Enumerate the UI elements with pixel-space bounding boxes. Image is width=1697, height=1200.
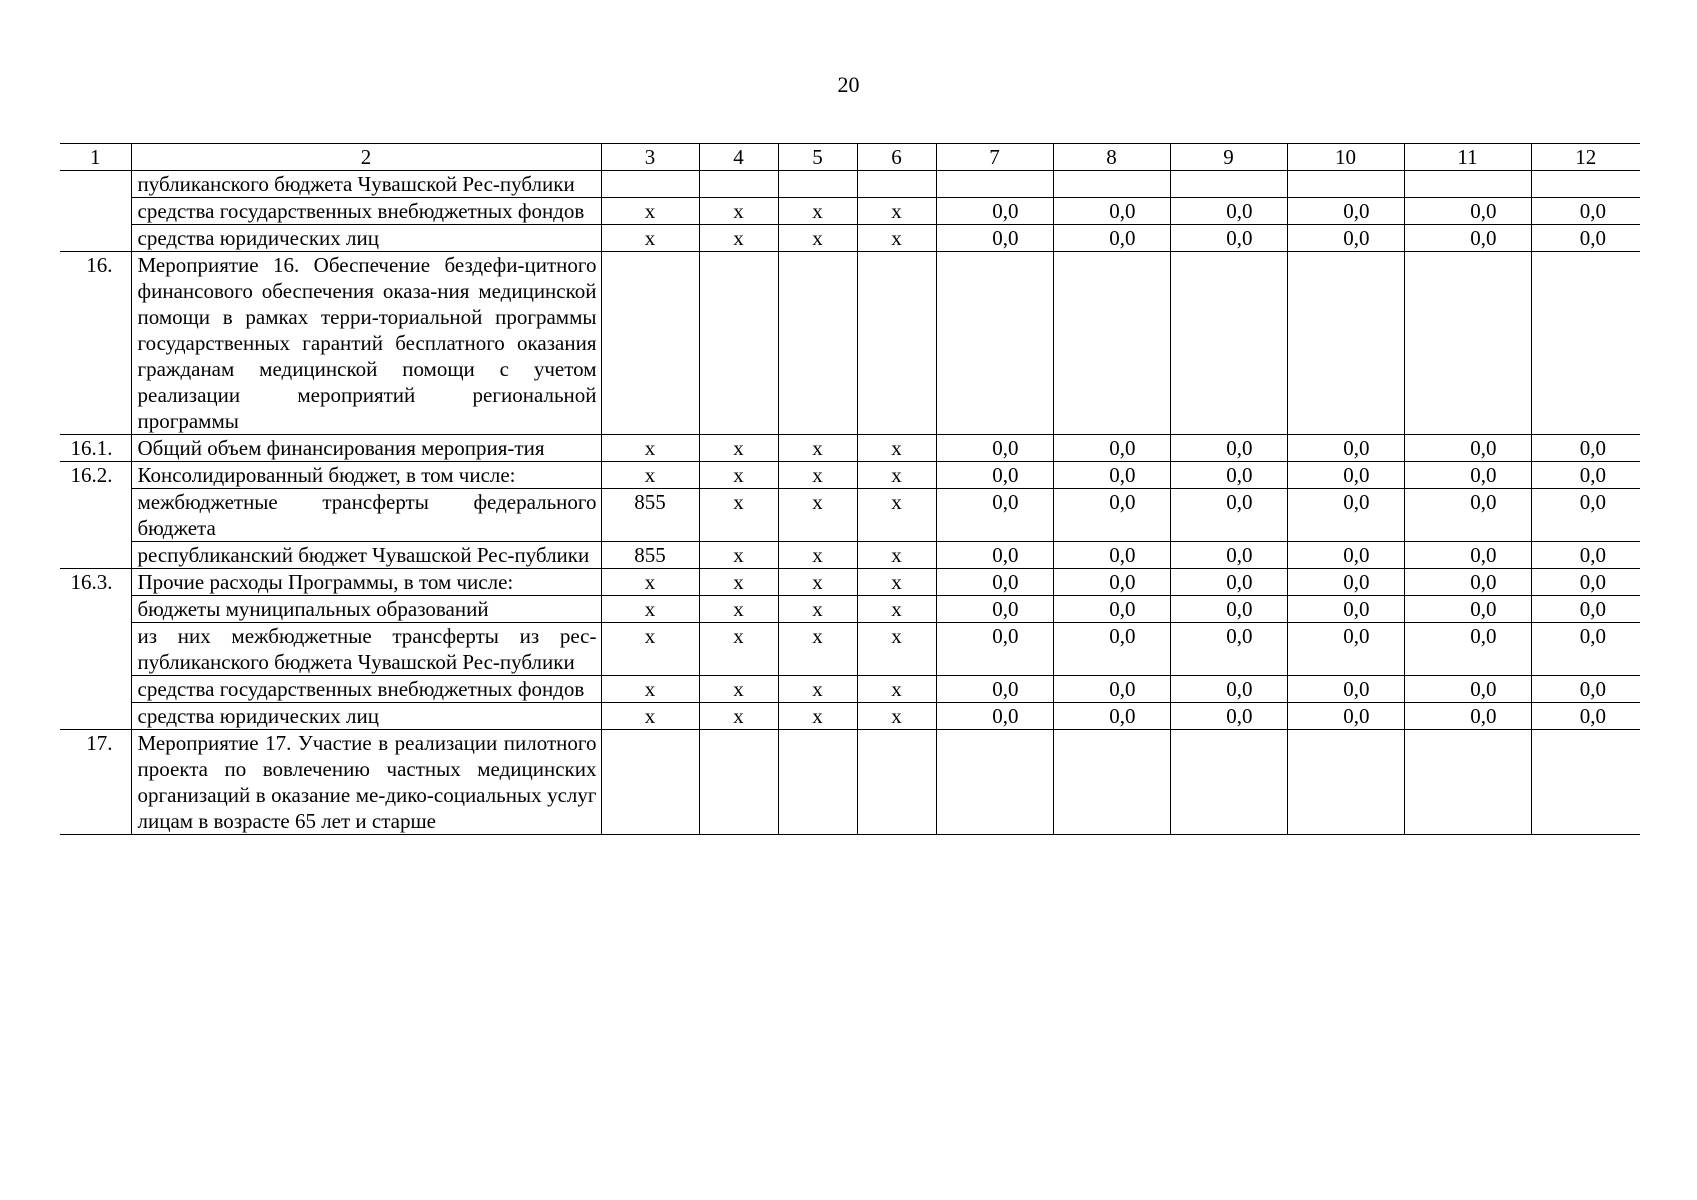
header-cell: 8 [1053,144,1170,171]
value-cell: 0,0 [1404,623,1531,676]
value-cell: 0,0 [1170,462,1287,489]
row-description: Консолидированный бюджет, в том числе: [131,462,601,489]
code-cell-c6 [857,730,936,835]
value-cell: 0,0 [1287,703,1404,730]
value-cell: 0,0 [1053,676,1170,703]
value-cell: 0,0 [1531,225,1640,252]
value-cell: 0,0 [1053,569,1170,596]
code-cell-c4: x [699,623,778,676]
row-number [60,623,131,676]
code-cell-c6: x [857,542,936,569]
code-cell-c3 [601,252,699,435]
header-cell: 3 [601,144,699,171]
row-number [60,198,131,225]
row-number [60,676,131,703]
value-cell: 0,0 [1170,623,1287,676]
row-description: из них межбюджетные трансферты из рес-публиканского бюджета Чувашской Рес-публики [131,623,601,676]
value-cell [1287,730,1404,835]
code-cell-c6 [857,171,936,198]
value-cell: 0,0 [1404,596,1531,623]
row-number: 16.2. [60,462,131,489]
value-cell: 0,0 [936,225,1053,252]
value-cell: 0,0 [936,542,1053,569]
row-description: средства юридических лиц [131,225,601,252]
value-cell: 0,0 [1531,569,1640,596]
code-cell-c3: x [601,435,699,462]
table-row [60,225,1640,252]
row-number [60,171,131,198]
table-row [60,252,1640,435]
code-cell-c4 [699,252,778,435]
value-cell: 0,0 [1531,489,1640,542]
row-number: 16.3. [60,569,131,596]
value-cell: 0,0 [1404,225,1531,252]
value-cell [1287,171,1404,198]
code-cell-c4: x [699,435,778,462]
table-row [60,730,1640,835]
value-cell [1170,730,1287,835]
code-cell-c5: x [778,542,857,569]
code-cell-c6: x [857,435,936,462]
header-cell: 4 [699,144,778,171]
code-cell-c4 [699,730,778,835]
value-cell: 0,0 [1287,198,1404,225]
value-cell [936,252,1053,435]
value-cell: 0,0 [1404,542,1531,569]
value-cell: 0,0 [1287,489,1404,542]
row-description: Мероприятие 16. Обеспечение бездефи-цитного финансового обеспечения оказа-ния медицинской помощи в рамках терри-ториальной программы государственных гарантий бесплатного оказания гражданам медицинской помощи с учетом реализации мероприятий региональной программы [131,252,601,435]
value-cell: 0,0 [1053,435,1170,462]
code-cell-c3 [601,730,699,835]
row-description: Мероприятие 17. Участие в реализации пилотного проекта по вовлечению частных медицинских организаций в оказание ме-дико-социальных услуг лицам в возрасте 65 лет и старше [131,730,601,835]
header-cell: 12 [1531,144,1640,171]
row-description: средства государственных внебюджетных фондов [131,676,601,703]
value-cell: 0,0 [1170,596,1287,623]
value-cell [1170,171,1287,198]
code-cell-c5: x [778,435,857,462]
code-cell-c4 [699,171,778,198]
code-cell-c6: x [857,596,936,623]
row-description: средства юридических лиц [131,703,601,730]
page-number: 20 [837,72,860,97]
code-cell-c3: x [601,462,699,489]
code-cell-c4: x [699,596,778,623]
value-cell: 0,0 [1170,703,1287,730]
row-number [60,596,131,623]
code-cell-c5 [778,171,857,198]
code-cell-c6: x [857,676,936,703]
value-cell: 0,0 [936,569,1053,596]
value-cell [1053,252,1170,435]
row-description: Общий объем финансирования мероприя-тия [131,435,601,462]
code-cell-c6: x [857,569,936,596]
value-cell: 0,0 [1404,462,1531,489]
code-cell-c6 [857,252,936,435]
code-cell-c3: x [601,623,699,676]
value-cell: 0,0 [936,435,1053,462]
value-cell: 0,0 [1053,623,1170,676]
code-cell-c5: x [778,489,857,542]
table-row [60,171,1640,198]
value-cell: 0,0 [1531,542,1640,569]
table-row [60,542,1640,569]
table-row [60,198,1640,225]
value-cell [1531,171,1640,198]
value-cell: 0,0 [936,676,1053,703]
value-cell: 0,0 [1287,542,1404,569]
code-cell-c4: x [699,542,778,569]
code-cell-c3: x [601,198,699,225]
value-cell: 0,0 [1287,225,1404,252]
row-description: публиканского бюджета Чувашской Рес-публики [131,171,601,198]
row-number: 16. [60,252,131,435]
value-cell [1404,171,1531,198]
value-cell: 0,0 [1531,435,1640,462]
code-cell-c6: x [857,489,936,542]
table-row [60,435,1640,462]
value-cell [1531,252,1640,435]
header-cell: 10 [1287,144,1404,171]
header-row [60,144,1640,171]
value-cell: 0,0 [1287,569,1404,596]
header-cell: 7 [936,144,1053,171]
table-row [60,596,1640,623]
code-cell-c3: 855 [601,489,699,542]
code-cell-c4: x [699,703,778,730]
code-cell-c3: x [601,569,699,596]
value-cell: 0,0 [1053,489,1170,542]
row-description: межбюджетные трансферты федерального бюджета [131,489,601,542]
value-cell: 0,0 [1053,198,1170,225]
value-cell: 0,0 [1404,676,1531,703]
header-cell: 9 [1170,144,1287,171]
header-cell: 2 [131,144,601,171]
code-cell-c5 [778,730,857,835]
budget-table [60,143,1640,835]
row-number [60,703,131,730]
value-cell: 0,0 [1287,596,1404,623]
value-cell: 0,0 [1053,542,1170,569]
value-cell: 0,0 [936,596,1053,623]
code-cell-c6: x [857,623,936,676]
code-cell-c3: x [601,596,699,623]
row-number: 17. [60,730,131,835]
code-cell-c5: x [778,703,857,730]
value-cell: 0,0 [1404,489,1531,542]
code-cell-c5: x [778,596,857,623]
value-cell: 0,0 [1531,703,1640,730]
value-cell: 0,0 [1404,435,1531,462]
value-cell: 0,0 [1531,462,1640,489]
code-cell-c4: x [699,462,778,489]
row-number [60,489,131,542]
value-cell [1053,730,1170,835]
value-cell [1531,730,1640,835]
header-cell: 1 [60,144,131,171]
code-cell-c6: x [857,198,936,225]
code-cell-c5 [778,252,857,435]
code-cell-c3: x [601,225,699,252]
value-cell: 0,0 [1053,462,1170,489]
value-cell [936,730,1053,835]
row-number: 16.1. [60,435,131,462]
code-cell-c5: x [778,225,857,252]
value-cell [1404,252,1531,435]
value-cell: 0,0 [936,623,1053,676]
code-cell-c5: x [778,676,857,703]
value-cell: 0,0 [1170,542,1287,569]
code-cell-c3 [601,171,699,198]
value-cell: 0,0 [1404,569,1531,596]
code-cell-c3: 855 [601,542,699,569]
value-cell [1404,730,1531,835]
value-cell: 0,0 [1287,676,1404,703]
value-cell: 0,0 [1053,703,1170,730]
value-cell: 0,0 [1170,569,1287,596]
code-cell-c5: x [778,462,857,489]
table-row [60,462,1640,489]
row-number [60,542,131,569]
row-description: средства государственных внебюджетных фондов [131,198,601,225]
value-cell: 0,0 [936,198,1053,225]
code-cell-c4: x [699,225,778,252]
value-cell: 0,0 [1404,703,1531,730]
code-cell-c5: x [778,198,857,225]
value-cell [1053,171,1170,198]
value-cell: 0,0 [1531,198,1640,225]
value-cell: 0,0 [1287,623,1404,676]
row-number [60,225,131,252]
value-cell: 0,0 [1287,435,1404,462]
code-cell-c4: x [699,198,778,225]
code-cell-c4: x [699,569,778,596]
value-cell: 0,0 [1053,596,1170,623]
code-cell-c5: x [778,569,857,596]
table-row [60,489,1640,542]
value-cell: 0,0 [1531,596,1640,623]
value-cell: 0,0 [1170,489,1287,542]
table-row [60,623,1640,676]
header-cell: 5 [778,144,857,171]
value-cell [1170,252,1287,435]
code-cell-c4: x [699,489,778,542]
row-description: бюджеты муниципальных образований [131,596,601,623]
value-cell: 0,0 [1531,623,1640,676]
row-description: республиканский бюджет Чувашской Рес-публики [131,542,601,569]
value-cell [1287,252,1404,435]
code-cell-c3: x [601,676,699,703]
value-cell: 0,0 [1170,435,1287,462]
header-cell: 11 [1404,144,1531,171]
value-cell: 0,0 [936,489,1053,542]
table-row [60,703,1640,730]
value-cell: 0,0 [1170,198,1287,225]
code-cell-c3: x [601,703,699,730]
value-cell: 0,0 [936,462,1053,489]
value-cell: 0,0 [1170,676,1287,703]
table-row [60,569,1640,596]
table-body [60,171,1640,835]
value-cell: 0,0 [1531,676,1640,703]
code-cell-c5: x [778,623,857,676]
value-cell [936,171,1053,198]
code-cell-c6: x [857,703,936,730]
code-cell-c6: x [857,462,936,489]
value-cell: 0,0 [936,703,1053,730]
table-row [60,676,1640,703]
row-description: Прочие расходы Программы, в том числе: [131,569,601,596]
header-cell: 6 [857,144,936,171]
value-cell: 0,0 [1170,225,1287,252]
code-cell-c4: x [699,676,778,703]
value-cell: 0,0 [1287,462,1404,489]
value-cell: 0,0 [1053,225,1170,252]
code-cell-c6: x [857,225,936,252]
value-cell: 0,0 [1404,198,1531,225]
